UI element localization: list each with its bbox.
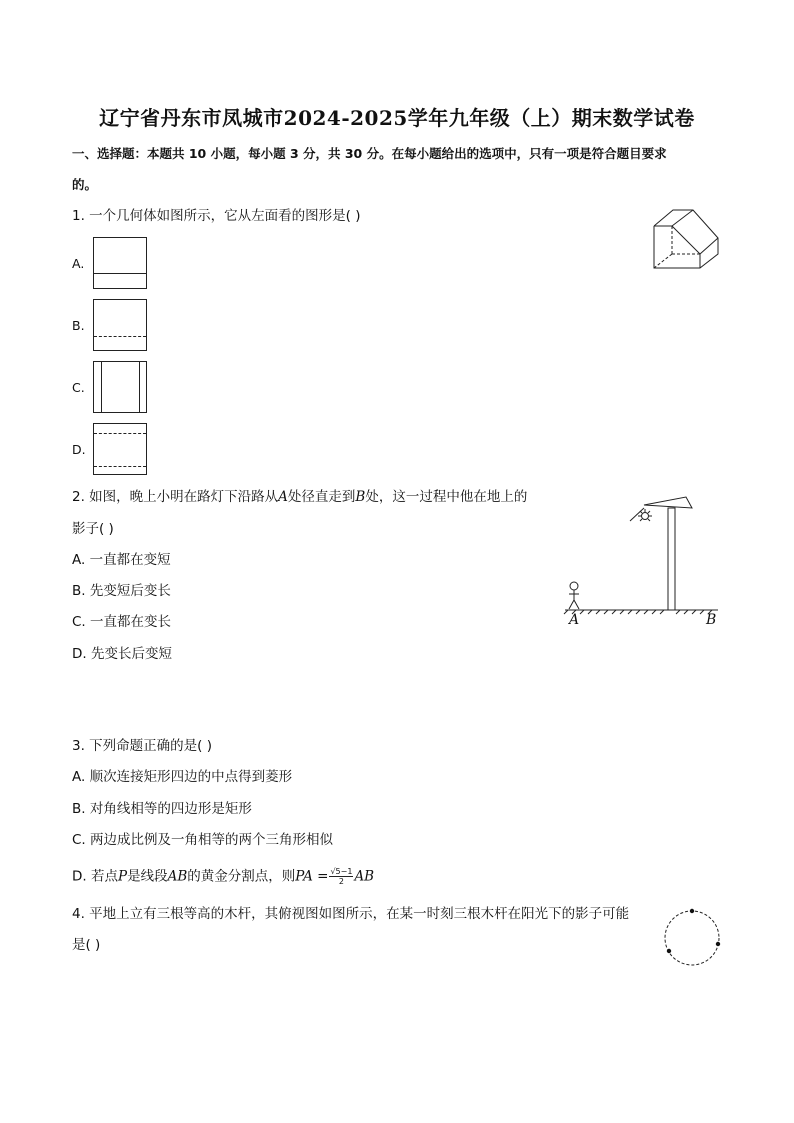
q4-pole-dot-right [716, 942, 720, 946]
q1-option-c-label: C. [72, 380, 85, 395]
q3-d-tail: AB [354, 868, 375, 885]
q2-stem-pre: 2. 如图，晚上小明在路灯下沿路从 [72, 489, 279, 505]
question-3-stem: 3. 下列命题正确的是( ) [72, 738, 212, 754]
q1-option-a-label: A. [72, 256, 85, 271]
q1-option-c-right-line [139, 362, 140, 412]
q1-option-d-label: D. [72, 442, 86, 457]
q1-option-d-figure [93, 423, 147, 475]
q2-figure-label-b: B [706, 612, 717, 628]
q1-option-a-line [94, 273, 146, 274]
q3-d-mid: 是线段 [127, 868, 168, 885]
q3-d-fraction [329, 867, 353, 886]
section-instruction-line1: 一、选择题：本题共 10 小题，每小题 3 分，共 30 分。在每小题给出的选项中，只有一项是符合题目要求 [72, 146, 667, 161]
q3-d-fraction-denominator: 2 [338, 877, 344, 886]
q2-option-c: C. 一直都在变长 [72, 614, 172, 630]
q1-option-b-dashed-line [94, 336, 146, 337]
q1-option-b-label: B. [72, 318, 85, 333]
question-4-stem-line2: 是( ) [72, 937, 101, 953]
q3-d-fraction-numerator: √5−1 [330, 867, 353, 876]
q2-figure-label-a: A [569, 612, 580, 628]
section-instruction-line2: 的。 [72, 177, 98, 192]
q2-streetlamp-figure [560, 488, 730, 634]
q3-option-c: C. 两边成比例及一角相等的两个三角形相似 [72, 832, 334, 848]
q2-option-b: B. 先变短后变长 [72, 583, 171, 599]
q3-d-pre: D. 若点 [72, 868, 118, 885]
question-2-stem-line2: 影子( ) [72, 521, 114, 537]
q3-d-expr: PA = [295, 868, 329, 885]
q1-option-c-left-line [101, 362, 102, 412]
q2-var-b: B [355, 489, 366, 505]
q3-d-var-p: P [117, 868, 128, 885]
q4-pole-dot-top [690, 909, 694, 913]
question-2-stem [72, 488, 527, 506]
q4-pole-dot-left [667, 949, 671, 953]
q1-option-d-top-dashed [94, 433, 146, 434]
q3-d-mid2: 的黄金分割点，则 [187, 868, 296, 885]
q3-option-b: B. 对角线相等的四边形是矩形 [72, 801, 252, 817]
q4-top-view-figure [660, 906, 724, 970]
q1-option-d-bottom-dashed [94, 466, 146, 467]
q2-option-d: D. 先变长后变短 [72, 646, 172, 662]
q1-option-a-figure [93, 237, 147, 289]
q1-option-c-figure [93, 361, 147, 413]
q1-solid-figure [648, 208, 724, 274]
q3-d-var-ab: AB [167, 868, 188, 885]
q3-option-d [72, 867, 374, 886]
q2-stem-post: 处，这一过程中他在地上的 [365, 489, 528, 505]
q1-option-b-figure [93, 299, 147, 351]
question-4-stem-line1: 4. 平地上立有三根等高的木杆，其俯视图如图所示，在某一时刻三根木杆在阳光下的影子可能 [72, 906, 630, 922]
q2-var-a: A [278, 489, 288, 505]
q2-stem-mid: 处径直走到 [287, 489, 356, 505]
q2-option-a: A. 一直都在变短 [72, 552, 171, 568]
q3-option-a: A. 顺次连接矩形四边的中点得到菱形 [72, 769, 293, 785]
page-title: 辽宁省丹东市凤城市2024-2025学年九年级（上）期末数学试卷 [99, 106, 695, 130]
question-1-stem: 1. 一个几何体如图所示，它从左面看的图形是( ) [72, 208, 361, 224]
